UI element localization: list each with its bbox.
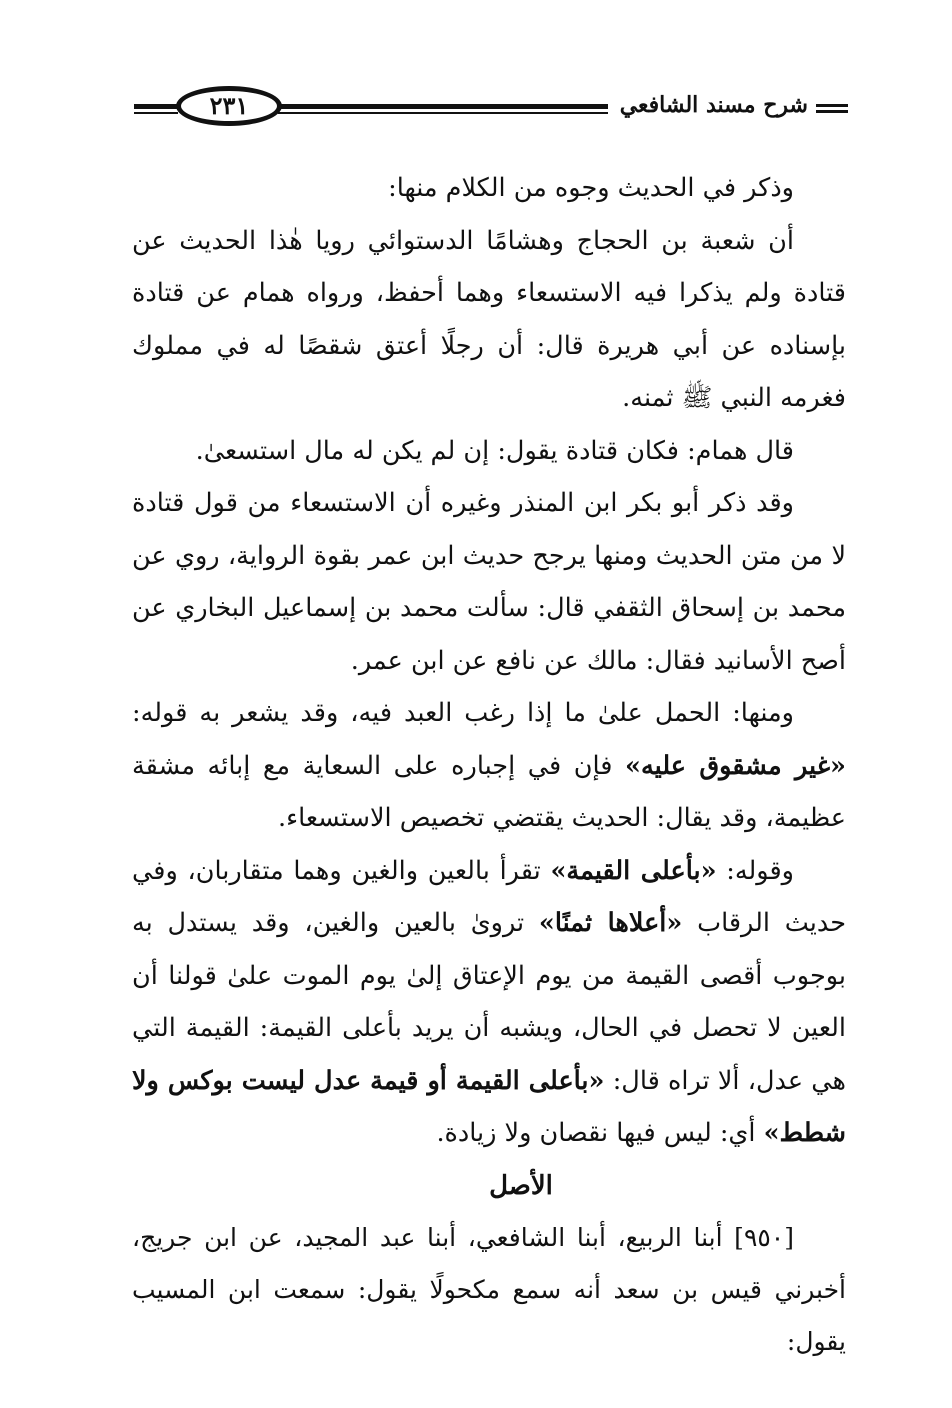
- paragraph: [132, 845, 846, 1160]
- paragraph-text: قال همام: فكان قتادة يقول: إن لم يكن له مال استسعىٰ.: [195, 435, 794, 466]
- paragraph-text: وقوله:: [716, 855, 794, 886]
- paragraph: [132, 687, 846, 845]
- paragraph-text: أن شعبة بن الحجاج وهشامًا الدستوائي رويا هٰذا الحديث عن قتادة ولم يذكرا فيه الاستسعاء وهما أحفظ، ورواه همام عن قتادة بإسناده عن أبي هريرة قال: أن رجلًا أعتق شقصًا له في مملوك فغرمه النبي ﷺ ثمنه.: [132, 225, 846, 413]
- paragraph: [132, 477, 846, 687]
- commentary-paragraphs: [132, 162, 846, 1160]
- original-text: [٩٥٠] أبنا الربيع، أبنا الشافعي، أبنا عبد المجيد، عن ابن جريج، أخبرني قيس بن سعد أنه سمع مكحولًا يقول: سمعت ابن المسيب يقول:: [132, 1222, 846, 1356]
- body-text: [132, 162, 846, 1368]
- paragraph-text: تقرأ بالعين والغين وهما متقاربان، وفي حديث الرقاب: [132, 855, 846, 938]
- header-ornament: [816, 104, 848, 114]
- paragraph-text: أي: ليس فيها نقصان ولا زيادة.: [436, 1118, 764, 1148]
- paragraph: [132, 162, 846, 215]
- header-title: شرح مسند الشافعي: [619, 92, 808, 118]
- quoted-hadith-text: «بأعلى القيمة أو قيمة عدل ليست بوكس ولا شطط»: [132, 1065, 846, 1148]
- quoted-hadith-text: «بأعلى القيمة»: [550, 855, 717, 886]
- running-header: [128, 82, 848, 138]
- header-rule: [278, 104, 608, 114]
- paragraph-text: تروىٰ بالعين والغين، وقد يستدل به بوجوب أقصى القيمة من يوم الإعتاق إلىٰ يوم الموت علىٰ قولنا أن العين لا تحصل في الحال، ويشبه أن يريد بأعلى القيمة: القيمة التي هي عدل، ألا تراه قال:: [132, 908, 847, 1096]
- paragraph: [132, 215, 846, 425]
- section-heading: الأصل: [489, 1170, 553, 1201]
- paragraph-text: فإن في إجباره على السعاية مع إبائه مشقة عظيمة، وقد يقال: الحديث يقتضي تخصيص الاستسعاء.: [132, 750, 846, 833]
- page-number: ٢٣١: [176, 86, 282, 126]
- quoted-hadith-text: «أعلاها ثمنًا»: [538, 908, 683, 938]
- paragraph-text: ومنها: الحمل علىٰ ما إذا رغب العبد فيه، وقد يشعر به قوله:: [132, 698, 794, 728]
- paragraph-text: وذكر في الحديث وجوه من الكلام منها:: [388, 173, 794, 203]
- paragraph-text: وقد ذكر أبو بكر ابن المنذر وغيره أن الاستسعاء من قول قتادة لا من متن الحديث ومنها يرجح حديث ابن عمر بقوة الرواية، روي عن محمد بن إسحاق الثقفي قال: سألت محمد بن إسماعيل البخاري عن أصح الأسانيد فقال: مالك عن نافع عن ابن عمر.: [132, 488, 846, 676]
- quoted-hadith-text: «غير مشقوق عليه»: [625, 750, 846, 781]
- header-left-rule: [134, 104, 178, 114]
- paragraph: [132, 425, 846, 478]
